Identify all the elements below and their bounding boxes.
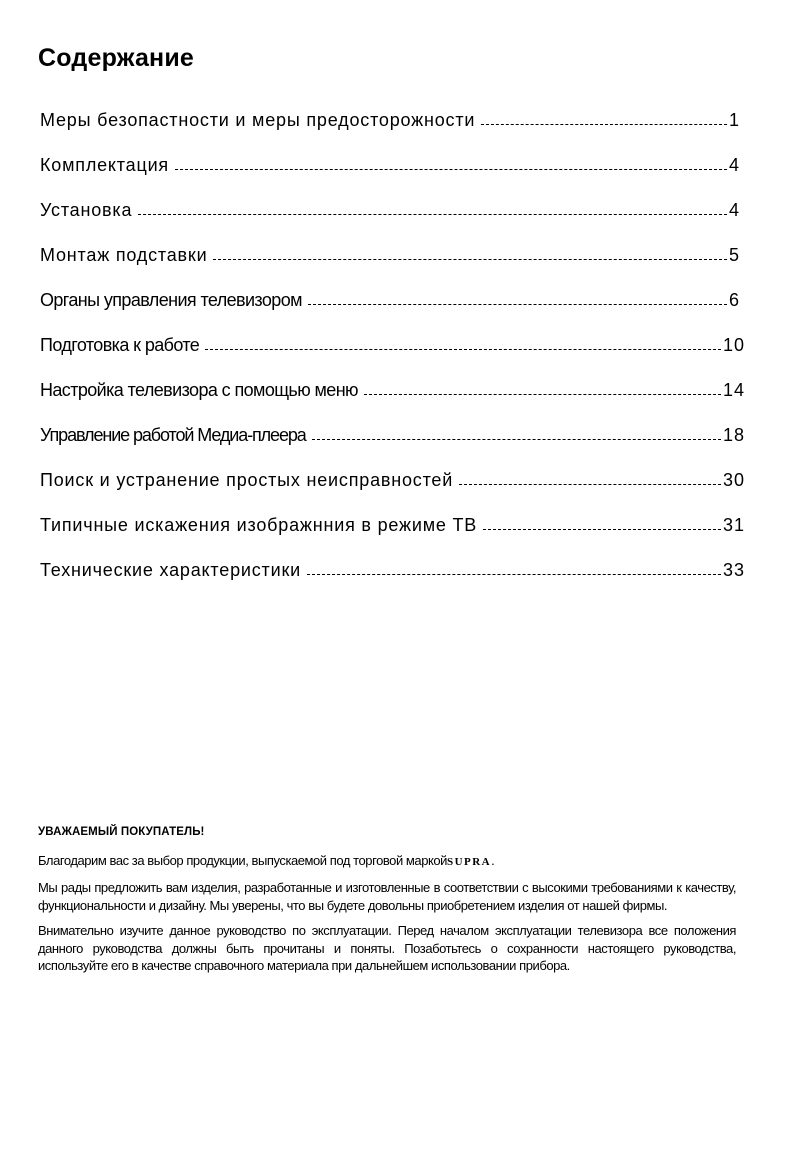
customer-notice: [38, 824, 736, 983]
toc-row[interactable]: [40, 335, 745, 380]
toc-leader: [138, 214, 727, 215]
toc-page-number: 10: [722, 335, 745, 355]
toc-leader: [459, 484, 721, 485]
toc-label: Управление работой Медиа-плеера: [40, 425, 306, 445]
toc-row[interactable]: [40, 425, 745, 470]
toc-row[interactable]: [40, 560, 745, 605]
toc-page-number: 14: [722, 380, 745, 400]
toc-leader: [307, 574, 721, 575]
toc-page-number: 33: [722, 560, 745, 580]
toc-row[interactable]: [40, 245, 745, 290]
toc-leader: [205, 349, 721, 350]
notice-paragraph-manual: Внимательно изучите данное руководство по эксплуатации. Перед началом эксплуатации телевизора все положения данного руководства должны быть прочитаны и поняты. Позаботьтесь о сохранности настоящего руководства, используйте его в качестве справочного материала при дальнейшем использовании прибора.: [38, 923, 736, 973]
toc-label: Органы управления телевизором: [40, 290, 302, 310]
toc-label: Подготовка к работе: [40, 335, 200, 355]
toc-leader: [483, 529, 721, 530]
toc-row[interactable]: [40, 290, 745, 335]
toc-row[interactable]: [40, 155, 745, 200]
toc-row[interactable]: [40, 515, 745, 560]
supra-logo: SUPRA: [446, 855, 492, 868]
page-title: Содержание: [38, 44, 195, 72]
toc-label: Меры безопастности и меры предосторожности: [40, 110, 476, 130]
toc-label: Настройка телевизора с помощью меню: [40, 380, 358, 400]
toc-label: Поиск и устранение простых неисправностей: [40, 470, 454, 490]
toc-label: Комплектация: [40, 155, 169, 175]
toc-page-number: 30: [722, 470, 745, 490]
toc-page-number: 18: [722, 425, 745, 445]
notice-thanks: [38, 852, 736, 872]
notice-thanks-end: .: [491, 852, 495, 868]
toc-label: Типичные искажения изображнния в режиме ТВ: [40, 515, 478, 535]
notice-paragraph-quality: Мы рады предложить вам изделия, разработанные и изготовленные в соответствии с высокими требованиями к качеству, функциональности и дизайну. Мы уверены, что вы будете довольны приобретением изделия от нашей фирмы.: [38, 880, 736, 913]
notice-thanks-text: Благодарим вас за выбор продукции, выпускаемой под торговой маркой: [38, 852, 447, 868]
toc-leader: [213, 259, 727, 260]
toc-leader: [175, 169, 727, 170]
toc-page-number: 1: [729, 110, 741, 130]
toc-page-number: 4: [729, 155, 741, 175]
table-of-contents: [40, 110, 745, 605]
toc-label: Монтаж подставки: [40, 245, 208, 265]
toc-page-number: 4: [729, 200, 741, 220]
toc-leader: [308, 304, 727, 305]
toc-page-number: 6: [729, 290, 741, 310]
toc-row[interactable]: [40, 470, 745, 515]
toc-leader: [481, 124, 727, 125]
toc-leader: [312, 439, 721, 440]
toc-label: Установка: [40, 200, 133, 220]
toc-row[interactable]: [40, 200, 745, 245]
toc-page-number: 31: [722, 515, 745, 535]
toc-leader: [364, 394, 721, 395]
toc-row[interactable]: [40, 110, 745, 155]
toc-row[interactable]: [40, 380, 745, 425]
toc-label: Технические характеристики: [40, 560, 301, 580]
toc-page-number: 5: [729, 245, 741, 265]
notice-heading: УВАЖАЕМЫЙ ПОКУПАТЕЛЬ!: [38, 826, 205, 838]
